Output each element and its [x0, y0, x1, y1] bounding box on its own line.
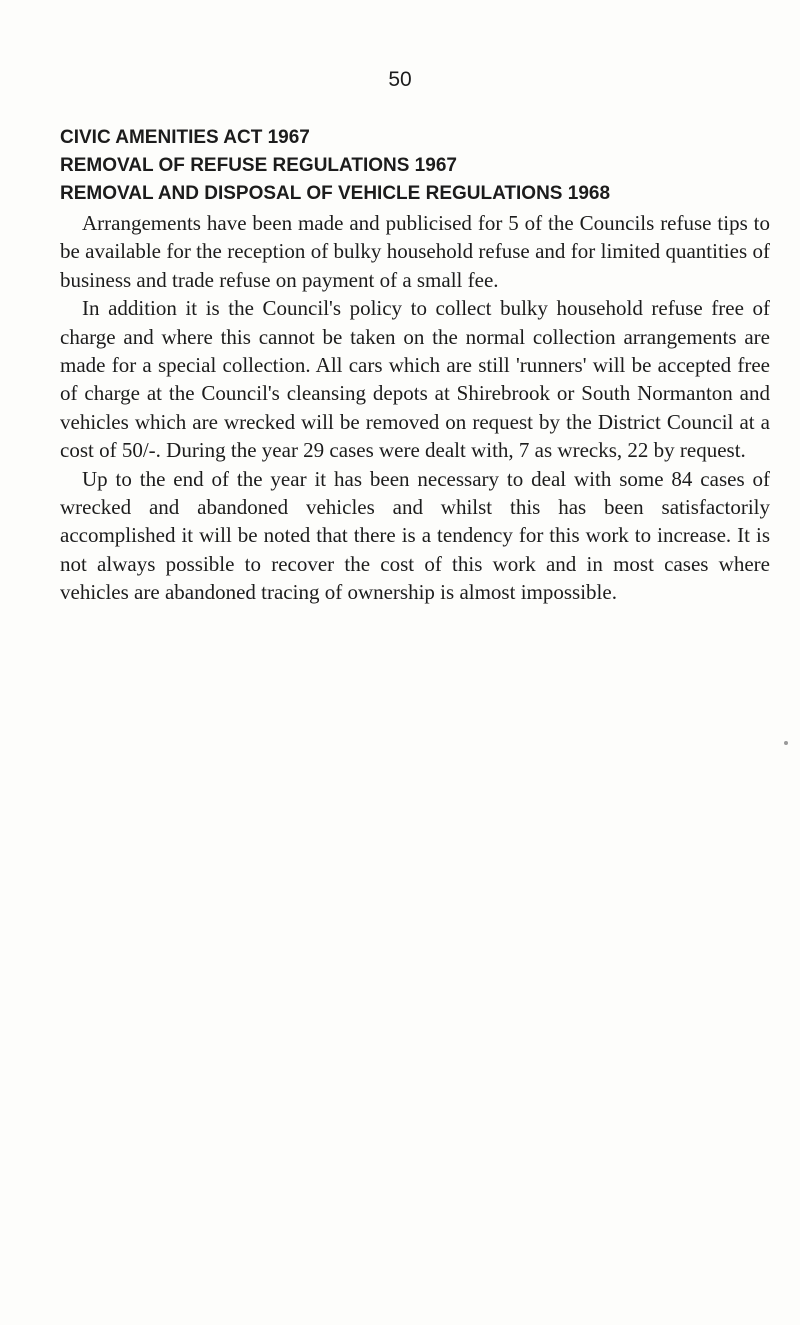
heading-removal-of-refuse-regulations: REMOVAL OF REFUSE REGULATIONS 1967 — [60, 155, 457, 176]
paragraph-bulky-refuse-and-vehicles: In addition it is the Council's policy to collect bulky household refuse free of charge and where this cannot be taken on the normal collection arrangements are made for a special collection. All cars which are still 'runners' will be accepted free of charge at the Council's cleansing depots at Shirebrook or South Normanton and vehicles which are wrecked will be removed on request by the District Council at a cost of 50/-. During the year 29 cases were dealt with, 7 as wrecks, 22 by request. — [60, 296, 770, 463]
section-headings — [60, 124, 760, 208]
margin-speck — [784, 741, 788, 745]
paragraph-refuse-tips: Arrangements have been made and publicised for 5 of the Councils refuse tips to be available for the reception of bulky household refuse and for limited quantities of business and trade refuse on payment of a small fee. — [60, 211, 770, 292]
body-text — [60, 209, 770, 607]
heading-removal-and-disposal-of-vehicle-regulations: REMOVAL AND DISPOSAL OF VEHICLE REGULATIONS 1968 — [60, 183, 611, 204]
heading-civic-amenities-act: CIVIC AMENITIES ACT 1967 — [60, 127, 310, 148]
page-number: 50 — [388, 68, 412, 91]
paragraph-abandoned-vehicles: Up to the end of the year it has been necessary to deal with some 84 cases of wrecked and abandoned vehicles and whilst this has been satisfactorily accomplished it will be noted that there is a tendency for this work to increase. It is not always possible to recover the cost of this work and in most cases where vehicles are abandoned tracing of ownership is almost impossible. — [60, 466, 770, 605]
